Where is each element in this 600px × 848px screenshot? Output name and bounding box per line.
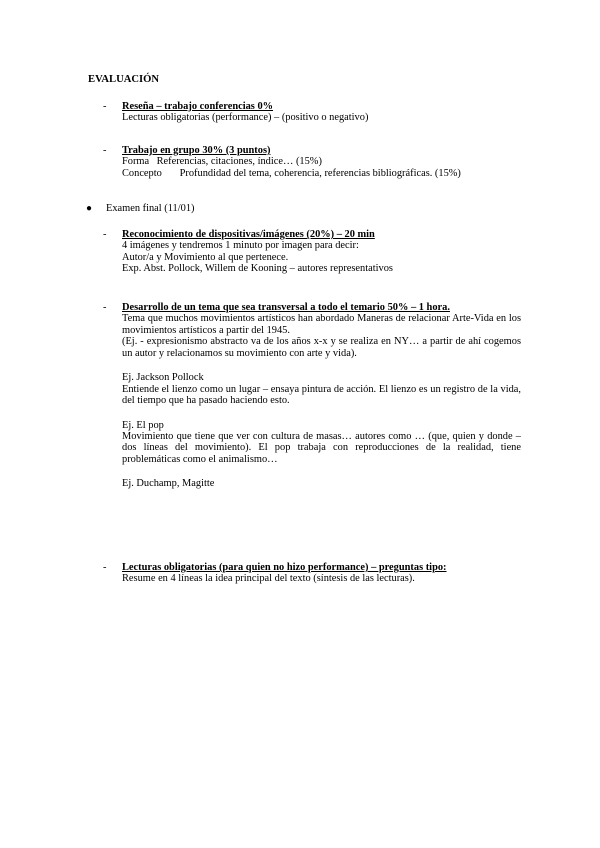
dash-marker: - bbox=[103, 562, 107, 573]
section-heading: Trabajo en grupo 30% (3 puntos) bbox=[122, 145, 271, 156]
section-desarrollo-tema bbox=[103, 302, 521, 490]
paragraph: (Ej. - expresionismo abstracto va de los años x-x y se realiza en NY… a partir de ahí cogemos un autor y relacionamos su movimiento con arte y vida). bbox=[122, 336, 521, 359]
section-heading: Desarrollo de un tema que sea transversal a todo el temario 50% – 1 hora. bbox=[122, 302, 450, 313]
section-reconocimiento bbox=[103, 229, 521, 275]
section-lecturas-obligatorias bbox=[103, 562, 521, 585]
section-trabajo-grupo bbox=[103, 145, 521, 179]
criteria-text: Referencias, citaciones, índice… (15%) bbox=[156, 156, 322, 168]
criteria-text: Profundidad del tema, coherencia, referencias bibliográficas. (15%) bbox=[179, 167, 461, 179]
section-line: Lecturas obligatorias (performance) – (positivo o negativo) bbox=[122, 112, 369, 124]
example-title: Ej. El pop bbox=[122, 419, 164, 431]
section-line: Autor/a y Movimiento al que pertenece. bbox=[122, 251, 289, 263]
example-title: Ej. Jackson Pollock bbox=[122, 372, 204, 384]
example-text: Entiende el lienzo como un lugar – ensaya pintura de acción. El lienzo es un registro de la vida, del tiempo que ha pasado haciendo esto. bbox=[122, 383, 521, 407]
section-heading: Reseña – trabajo conferencias 0% bbox=[122, 101, 274, 112]
example-text: Movimiento que tiene que ver con cultura de masas… autores como … (que, quien y donde – dos líneas del movimiento). El pop trabaja con reproducciones de la realidad, tiene problemáticas como el animalismo… bbox=[122, 430, 521, 465]
paragraph: Tema que muchos movimientos artísticos han abordado Maneras de relacionar Arte-Vida en los movimientos artísticos a partir del 1945. bbox=[122, 313, 521, 336]
criteria-row bbox=[122, 168, 521, 179]
dash-marker: - bbox=[103, 302, 107, 313]
criteria-row bbox=[122, 156, 521, 167]
section-resena bbox=[103, 101, 521, 124]
bullet-icon: ● bbox=[86, 203, 93, 214]
bullet-examen-final bbox=[86, 203, 194, 214]
bullet-label: Examen final (11/01) bbox=[106, 203, 195, 214]
criteria-label: Forma bbox=[122, 156, 150, 168]
section-line: Exp. Abst. Pollock, Willem de Kooning – autores representativos bbox=[122, 263, 393, 275]
example-title: Ej. Duchamp, Magitte bbox=[122, 478, 215, 490]
section-heading: Reconocimiento de dispositivas/imágenes (20%) – 20 min bbox=[122, 229, 375, 240]
criteria-label: Concepto bbox=[122, 167, 162, 179]
section-line: 4 imágenes y tendremos 1 minuto por imagen para decir: bbox=[122, 240, 359, 252]
dash-marker: - bbox=[103, 101, 107, 112]
section-heading: Lecturas obligatorias (para quien no hizo performance) – preguntas tipo: bbox=[122, 562, 447, 573]
section-line: Resume en 4 líneas la idea principal del texto (síntesis de las lecturas). bbox=[122, 573, 415, 585]
page-title: EVALUACIÓN bbox=[88, 74, 160, 85]
dash-marker: - bbox=[103, 145, 107, 156]
dash-marker: - bbox=[103, 229, 107, 240]
